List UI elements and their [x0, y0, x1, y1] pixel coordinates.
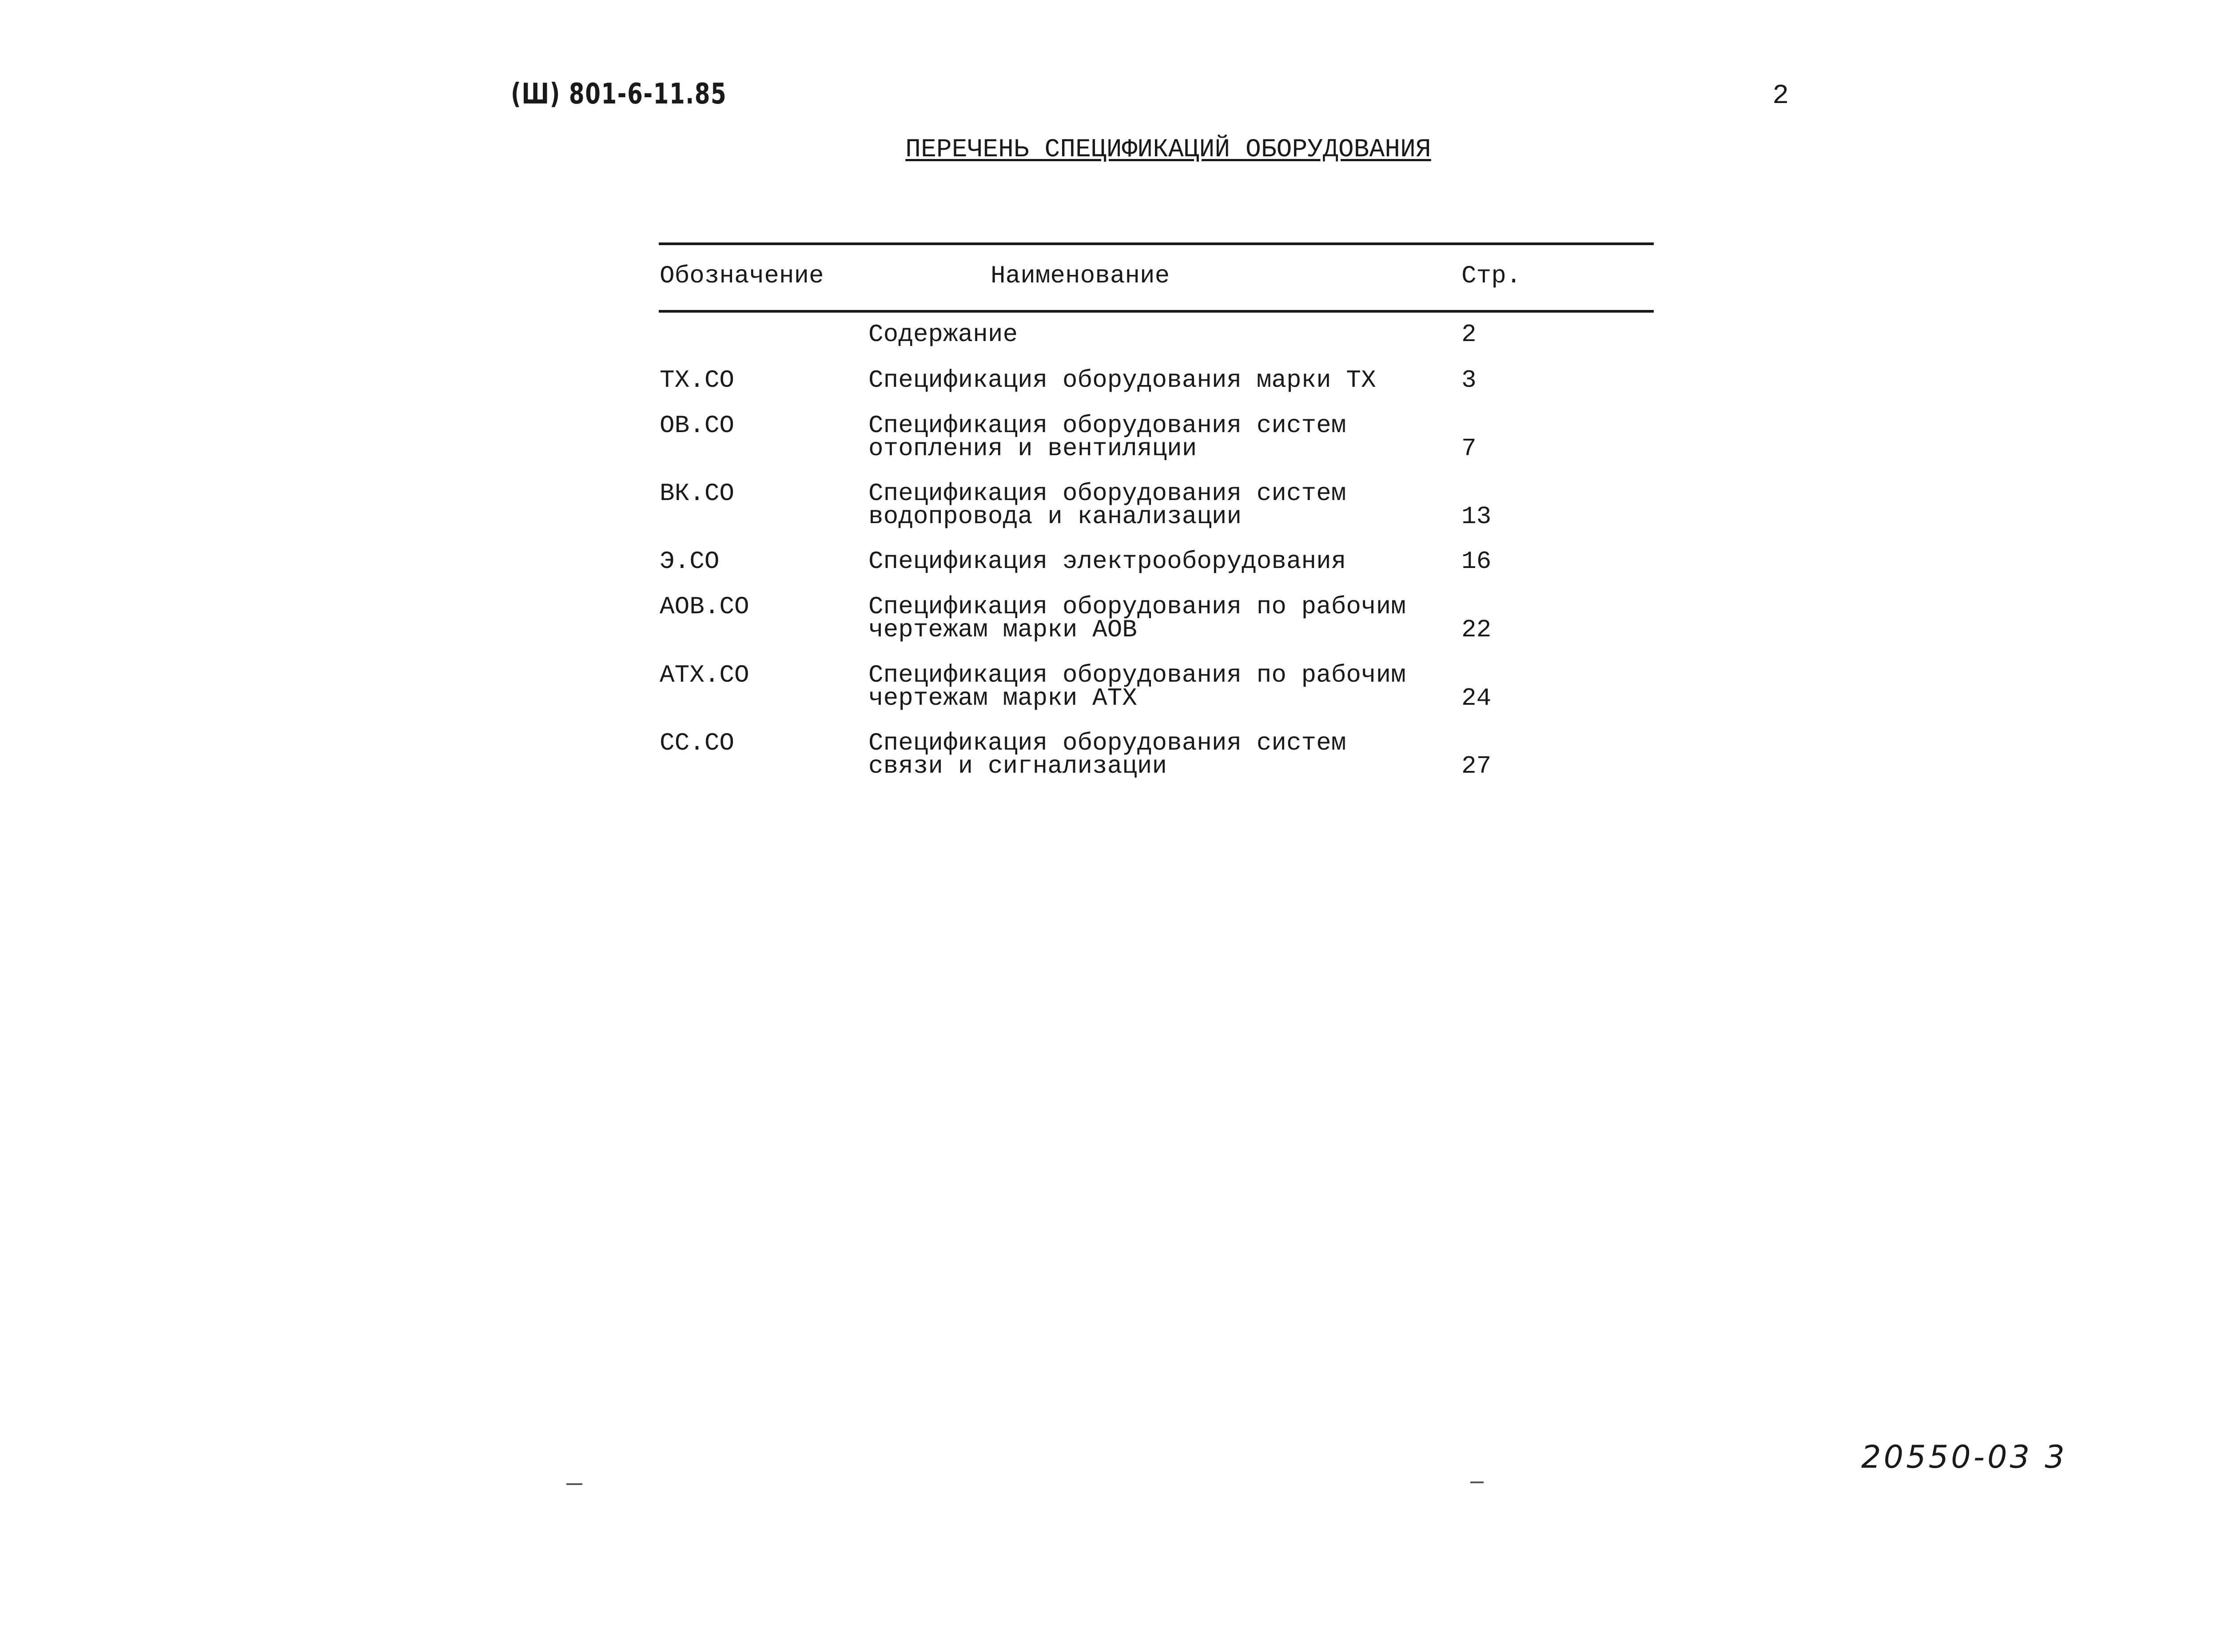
row-code: ТХ.СО	[660, 366, 735, 394]
row-page: 22	[1461, 616, 1492, 644]
table-top-rule	[659, 242, 1654, 245]
table-row	[0, 663, 2221, 730]
row-page: 3	[1461, 366, 1477, 394]
row-code: АОВ.СО	[660, 592, 749, 621]
row-name-line: Спецификация оборудования систем	[868, 479, 1346, 508]
column-header-page: Стр.	[1461, 262, 1521, 290]
row-code: ВК.СО	[660, 479, 735, 508]
row-page: 27	[1461, 752, 1492, 780]
row-page: 24	[1461, 684, 1492, 712]
table-row	[0, 592, 2221, 662]
row-name-line: чертежам марки АТХ	[868, 684, 1137, 712]
row-code: Э.СО	[660, 547, 720, 576]
table-row	[0, 731, 2221, 798]
table-row	[0, 411, 2221, 481]
row-name-line: Спецификация оборудования систем	[868, 729, 1346, 757]
archive-number: 20550-03 3	[1861, 1439, 2067, 1475]
row-name-line: связи и сигнализации	[868, 752, 1167, 780]
crop-mark	[1470, 1481, 1484, 1483]
row-name-line: чертежам марки АОВ	[868, 616, 1137, 644]
row-name-line: водопровода и канализации	[868, 502, 1242, 531]
row-code: АТХ.СО	[660, 661, 749, 689]
row-code: ОВ.СО	[660, 411, 735, 440]
row-name-line: Спецификация оборудования систем	[868, 411, 1346, 440]
row-name-line: Спецификация оборудования марки ТХ	[868, 366, 1376, 394]
row-name-line: Спецификация электрооборудования	[868, 547, 1346, 576]
page-number: 2	[1772, 80, 1789, 111]
row-code: СС.СО	[660, 729, 735, 757]
row-name-line: Содержание	[868, 320, 1018, 349]
row-name-line: отопления и вентиляции	[868, 434, 1197, 463]
row-page: 7	[1461, 434, 1477, 463]
table-header-rule	[659, 310, 1654, 313]
row-page: 2	[1461, 320, 1477, 349]
document-stamp: (Ш) 801-6-11.85	[511, 78, 727, 111]
row-name-line: Спецификация оборудования по рабочим	[868, 592, 1406, 621]
row-page: 13	[1461, 502, 1492, 531]
row-name-line: Спецификация оборудования по рабочим	[868, 661, 1406, 689]
crop-mark	[566, 1483, 582, 1485]
column-header-name: Наименование	[991, 262, 1170, 290]
row-page: 16	[1461, 547, 1492, 576]
column-header-code: Обозначение	[660, 262, 824, 290]
table-row	[0, 479, 2221, 548]
document-title: ПЕРЕЧЕНЬ СПЕЦИФИКАЦИЙ ОБОРУДОВАНИЯ	[905, 135, 1431, 164]
